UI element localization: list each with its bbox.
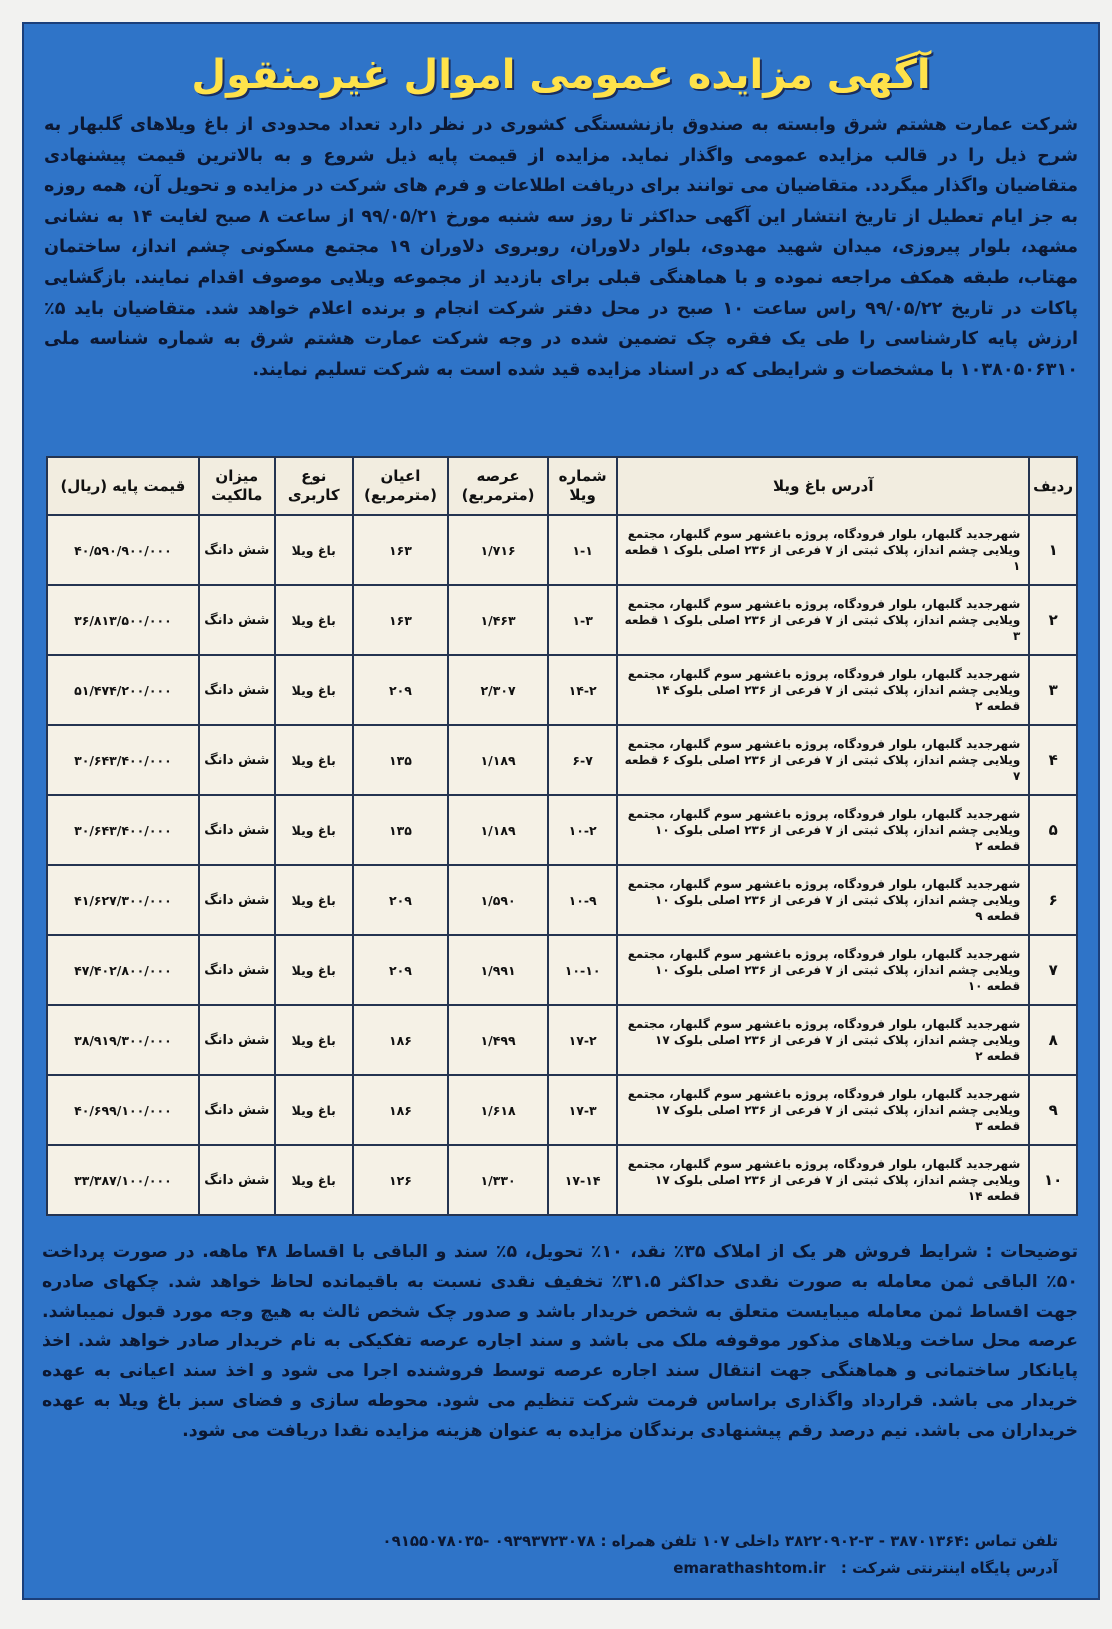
- row-number: ۴: [1029, 725, 1077, 795]
- villa-address: شهرجدید گلبهار، بلوار فرودگاه، پروژه باغشهر سوم گلبهار، مجتمع ویلایی چشم انداز، پلاک ثبتی از ۷ فرعی از ۲۳۶ اصلی بلوک ۱۷ قطعه ۳: [617, 1075, 1029, 1145]
- usage-type: باغ ویلا: [275, 585, 353, 655]
- land-area: ۱/۴۶۳: [448, 585, 548, 655]
- base-price: ۳۰/۶۴۳/۴۰۰/۰۰۰: [47, 795, 199, 865]
- land-area: ۱/۱۸۹: [448, 795, 548, 865]
- header-row-number: ردیف: [1029, 457, 1077, 515]
- row-number: ۶: [1029, 865, 1077, 935]
- header-building-area: اعیان (مترمربع): [353, 457, 448, 515]
- usage-type: باغ ویلا: [275, 1005, 353, 1075]
- base-price: ۵۱/۴۷۴/۲۰۰/۰۰۰: [47, 655, 199, 725]
- ownership: شش دانگ: [199, 865, 275, 935]
- usage-type: باغ ویلا: [275, 795, 353, 865]
- villa-number: ۱۷-۱۴: [548, 1145, 617, 1215]
- ownership: شش دانگ: [199, 655, 275, 725]
- table-header-row: [47, 457, 1077, 515]
- auction-notice: [22, 22, 1100, 1600]
- table-row: [47, 1145, 1077, 1215]
- land-area: ۱/۹۹۱: [448, 935, 548, 1005]
- website-label: آدرس پایگاه اینترنتی شرکت :: [840, 1559, 1058, 1577]
- header-address: آدرس باغ ویلا: [617, 457, 1029, 515]
- contact-phones: تلفن تماس :۳۸۷۰۱۳۶۴ - ۳-۳۸۲۲۰۹۰۲ داخلی ۱۰۷ تلفن همراه : ۰۹۳۹۳۷۲۳۰۷۸ -۰۹۱۵۵۰۷۸۰۳۵: [382, 1532, 1058, 1550]
- table-row: [47, 1005, 1077, 1075]
- villa-address: شهرجدید گلبهار، بلوار فرودگاه، پروژه باغشهر سوم گلبهار، مجتمع ویلایی چشم انداز، پلاک ثبتی از ۷ فرعی از ۲۳۶ اصلی بلوک ۱۰ قطعه ۹: [617, 865, 1029, 935]
- table-row: [47, 655, 1077, 725]
- row-number: ۸: [1029, 1005, 1077, 1075]
- intro-paragraph: شرکت عمارت هشتم شرق وابسته به صندوق بازنشستگی کشوری در نظر دارد تعداد محدودی از باغ ویلاهای گلبهار به شرح ذیل را در قالب مزایده عمومی واگذار نماید. مزایده از قیمت پایه ذیل شروع و به بالاترین قیمت پیشنهادی متقاضیان واگذار میگردد. متقاضیان می توانند برای دریافت اطلاعات و فرم های شرکت در مزایده و تحویل آن، همه روزه به جز ایام تعطیل از تاریخ انتشار این آگهی حداکثر تا روز سه شنبه مورخ ۹۹/۰۵/۲۱ از ساعت ۸ صبح لغایت ۱۴ به نشانی مشهد، بلوار پیروزی، میدان شهید مهدوی، بلوار دلاوران، روبروی دلاوران ۱۹ مجتمع مسکونی چشم انداز، ساختمان مهتاب، طبقه همکف مراجعه نموده و با هماهنگی قبلی برای بازدید از مجموعه ویلایی موصوف اقدام نمایند. بازگشایی پاکات در تاریخ ۹۹/۰۵/۲۲ راس ساعت ۱۰ صبح در محل دفتر شرکت انجام و برنده اعلام خواهد شد. متقاضیان باید ۵٪ ارزش پایه کارشناسی را طی یک فقره چک تضمین شده در وجه شرکت عمارت هشتم شرق به شماره شناسه ملی ۱۰۳۸۰۵۰۶۳۱۰ با مشخصات و شرایطی که در اسناد مزایده قید شده است به شرکت تسلیم نمایند.: [44, 115, 1078, 380]
- website-line: [673, 1559, 1058, 1577]
- notice-title: آگهی مزایده عمومی اموال غیرمنقول: [191, 52, 931, 98]
- ownership: شش دانگ: [199, 585, 275, 655]
- usage-type: باغ ویلا: [275, 655, 353, 725]
- building-area: ۱۳۵: [353, 725, 448, 795]
- villa-address: شهرجدید گلبهار، بلوار فرودگاه، پروژه باغشهر سوم گلبهار، مجتمع ویلایی چشم انداز، پلاک ثبتی از ۷ فرعی از ۲۳۶ اصلی بلوک ۱ قطعه ۱: [617, 515, 1029, 585]
- website-url[interactable]: emarathashtom.ir: [673, 1559, 826, 1577]
- villa-number: ۶-۷: [548, 725, 617, 795]
- building-area: ۱۶۳: [353, 585, 448, 655]
- land-area: ۱/۷۱۶: [448, 515, 548, 585]
- header-land-area: عرصه (مترمربع): [448, 457, 548, 515]
- villa-address: شهرجدید گلبهار، بلوار فرودگاه، پروژه باغشهر سوم گلبهار، مجتمع ویلایی چشم انداز، پلاک ثبتی از ۷ فرعی از ۲۳۶ اصلی بلوک ۱ قطعه ۳: [617, 585, 1029, 655]
- table-row: [47, 795, 1077, 865]
- ownership: شش دانگ: [199, 515, 275, 585]
- usage-type: باغ ویلا: [275, 515, 353, 585]
- row-number: ۹: [1029, 1075, 1077, 1145]
- table-row: [47, 585, 1077, 655]
- row-number: ۱: [1029, 515, 1077, 585]
- header-usage-type: نوع کاربری: [275, 457, 353, 515]
- villa-table: [46, 456, 1078, 1216]
- table-row: [47, 515, 1077, 585]
- row-number: ۳: [1029, 655, 1077, 725]
- header-villa-number: شماره ویلا: [548, 457, 617, 515]
- villa-number: ۱-۳: [548, 585, 617, 655]
- ownership: شش دانگ: [199, 935, 275, 1005]
- ownership: شش دانگ: [199, 1145, 275, 1215]
- ownership: شش دانگ: [199, 725, 275, 795]
- villa-number: ۱۴-۲: [548, 655, 617, 725]
- usage-type: باغ ویلا: [275, 725, 353, 795]
- usage-type: باغ ویلا: [275, 1145, 353, 1215]
- base-price: ۴۱/۶۲۷/۳۰۰/۰۰۰: [47, 865, 199, 935]
- table-row: [47, 865, 1077, 935]
- villa-address: شهرجدید گلبهار، بلوار فرودگاه، پروژه باغشهر سوم گلبهار، مجتمع ویلایی چشم انداز، پلاک ثبتی از ۷ فرعی از ۲۳۶ اصلی بلوک ۱۰ قطعه ۲: [617, 795, 1029, 865]
- building-area: ۱۶۳: [353, 515, 448, 585]
- land-area: ۱/۵۹۰: [448, 865, 548, 935]
- row-number: ۱۰: [1029, 1145, 1077, 1215]
- row-number: ۵: [1029, 795, 1077, 865]
- land-area: ۱/۴۹۹: [448, 1005, 548, 1075]
- header-ownership: میزان مالکیت: [199, 457, 275, 515]
- table-row: [47, 935, 1077, 1005]
- table-row: [47, 1075, 1077, 1145]
- base-price: ۴۰/۵۹۰/۹۰۰/۰۰۰: [47, 515, 199, 585]
- building-area: ۲۰۹: [353, 655, 448, 725]
- notes-paragraph: توضیحات : شرایط فروش هر یک از املاک ۳۵٪ نقد، ۱۰٪ تحویل، ۵٪ سند و الباقی با اقساط ۴۸ ماهه. در صورت پرداخت ۵۰٪ الباقی ثمن معامله به صورت نقدی حداکثر ۳۱.۵٪ تخفیف نقدی نسبت به باقیمانده لحاظ خواهد شد. چکهای صادره جهت اقساط ثمن معامله میبایست متعلق به شخص خریدار باشد و صدور چک شخص ثالث به هیچ وجه مورد قبول نمیباشد. عرصه محل ساخت ویلاهای مذکور موقوفه ملک می باشد و سند اجاره عرصه تفکیکی به نام خریدار صادر خواهد شد. اخذ پایانکار ساختمانی و هماهنگی جهت انتقال سند اجاره عرصه توسط فروشنده اجرا می شود و اخذ سند اعیانی به عهده خریدار می باشد. قرارداد واگذاری براساس فرمت شرکت تنظیم می شود. محوطه سازی و فضای سبز باغ ویلا به عهده خریداران می باشد. نیم درصد رقم پیشنهادی برندگان مزایده به عنوان هزینه مزایده نقدا دریافت می شود.: [42, 1242, 1078, 1441]
- base-price: ۴۰/۶۹۹/۱۰۰/۰۰۰: [47, 1075, 199, 1145]
- header-base-price: قیمت پایه (ریال): [47, 457, 199, 515]
- base-price: ۴۷/۴۰۲/۸۰۰/۰۰۰: [47, 935, 199, 1005]
- land-area: ۱/۳۳۰: [448, 1145, 548, 1215]
- villa-number: ۱۰-۹: [548, 865, 617, 935]
- villa-address: شهرجدید گلبهار، بلوار فرودگاه، پروژه باغشهر سوم گلبهار، مجتمع ویلایی چشم انداز، پلاک ثبتی از ۷ فرعی از ۲۳۶ اصلی بلوک ۶ قطعه ۷: [617, 725, 1029, 795]
- villa-address: شهرجدید گلبهار، بلوار فرودگاه، پروژه باغشهر سوم گلبهار، مجتمع ویلایی چشم انداز، پلاک ثبتی از ۷ فرعی از ۲۳۶ اصلی بلوک ۱۷ قطعه ۲: [617, 1005, 1029, 1075]
- land-area: ۱/۶۱۸: [448, 1075, 548, 1145]
- villa-address: شهرجدید گلبهار، بلوار فرودگاه، پروژه باغشهر سوم گلبهار، مجتمع ویلایی چشم انداز، پلاک ثبتی از ۷ فرعی از ۲۳۶ اصلی بلوک ۱۷ قطعه ۱۴: [617, 1145, 1029, 1215]
- ownership: شش دانگ: [199, 795, 275, 865]
- building-area: ۱۳۵: [353, 795, 448, 865]
- base-price: ۳۶/۸۱۳/۵۰۰/۰۰۰: [47, 585, 199, 655]
- building-area: ۲۰۹: [353, 935, 448, 1005]
- ownership: شش دانگ: [199, 1075, 275, 1145]
- usage-type: باغ ویلا: [275, 935, 353, 1005]
- villa-number: ۱۰-۱۰: [548, 935, 617, 1005]
- row-number: ۲: [1029, 585, 1077, 655]
- row-number: ۷: [1029, 935, 1077, 1005]
- base-price: ۳۸/۹۱۹/۳۰۰/۰۰۰: [47, 1005, 199, 1075]
- ownership: شش دانگ: [199, 1005, 275, 1075]
- building-area: ۲۰۹: [353, 865, 448, 935]
- building-area: ۱۸۶: [353, 1075, 448, 1145]
- villa-number: ۱-۱: [548, 515, 617, 585]
- base-price: ۳۰/۶۴۳/۴۰۰/۰۰۰: [47, 725, 199, 795]
- usage-type: باغ ویلا: [275, 1075, 353, 1145]
- villa-number: ۱۷-۳: [548, 1075, 617, 1145]
- villa-address: شهرجدید گلبهار، بلوار فرودگاه، پروژه باغشهر سوم گلبهار، مجتمع ویلایی چشم انداز، پلاک ثبتی از ۷ فرعی از ۲۳۶ اصلی بلوک ۱۰ قطعه ۱۰: [617, 935, 1029, 1005]
- building-area: ۱۲۶: [353, 1145, 448, 1215]
- table-row: [47, 725, 1077, 795]
- villa-number: ۱۰-۲: [548, 795, 617, 865]
- land-area: ۲/۳۰۷: [448, 655, 548, 725]
- villa-address: شهرجدید گلبهار، بلوار فرودگاه، پروژه باغشهر سوم گلبهار، مجتمع ویلایی چشم انداز، پلاک ثبتی از ۷ فرعی از ۲۳۶ اصلی بلوک ۱۴ قطعه ۲: [617, 655, 1029, 725]
- building-area: ۱۸۶: [353, 1005, 448, 1075]
- usage-type: باغ ویلا: [275, 865, 353, 935]
- villa-number: ۱۷-۲: [548, 1005, 617, 1075]
- base-price: ۳۳/۳۸۷/۱۰۰/۰۰۰: [47, 1145, 199, 1215]
- land-area: ۱/۱۸۹: [448, 725, 548, 795]
